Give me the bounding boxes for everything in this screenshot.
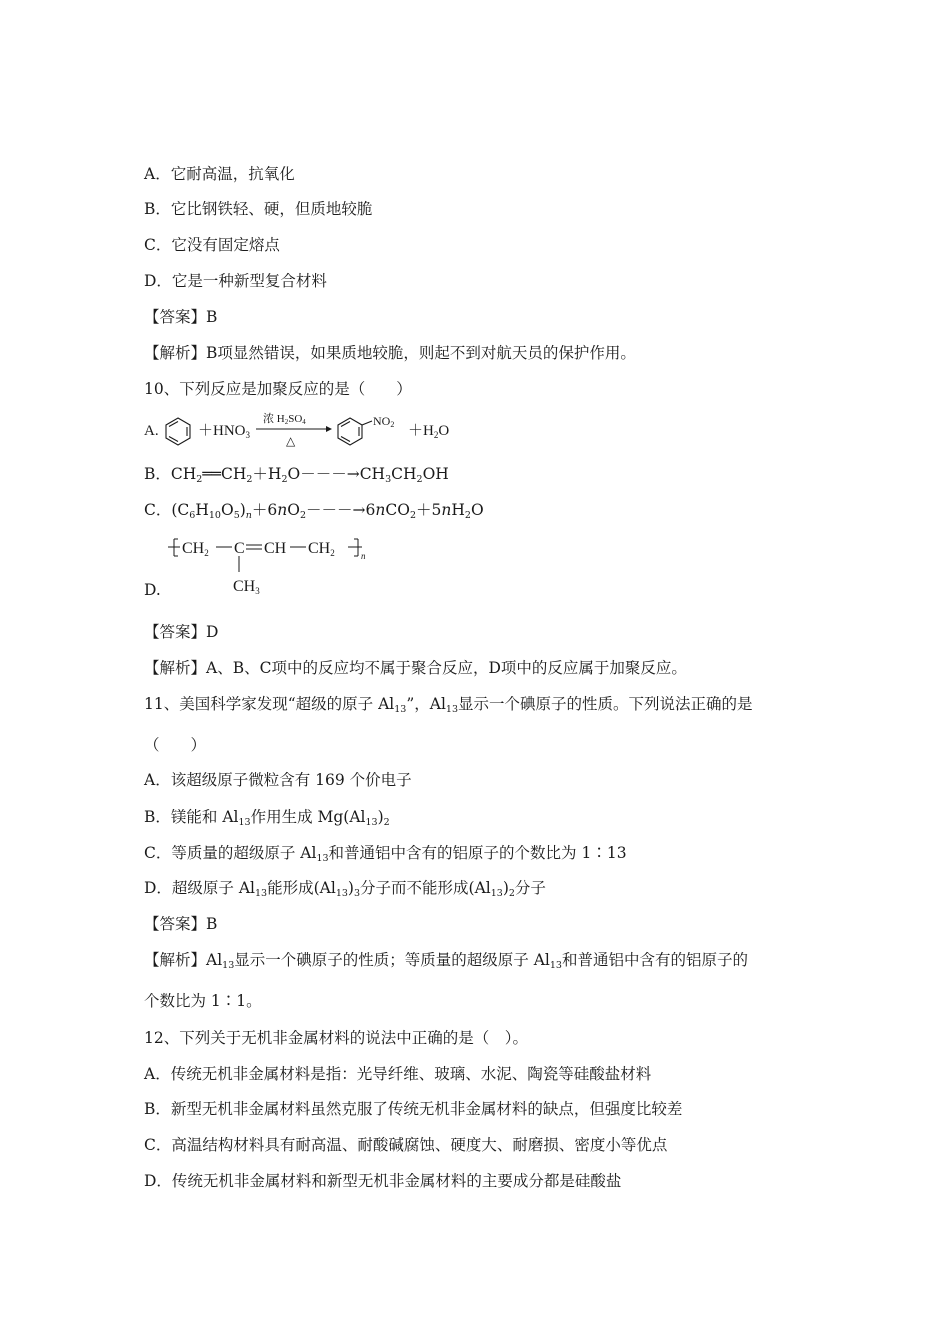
q12-option-d: D．传统无机非金属材料和新型无机非金属材料的主要成分都是硅酸盐 [144, 1172, 622, 1190]
repeat-unit-bracket-left [168, 539, 180, 556]
reaction-arrow [256, 411, 332, 448]
q11-analysis: 【解析】$Al_{13}$显示一个碘原子的性质；等质量的超级原子 $Al_{13}$和普通铝中含有的铝原子的 [144, 951, 748, 971]
q10-option-a-equation [140, 404, 470, 454]
svg-text:浓 H2SO4: 浓 H2SO4 [263, 413, 306, 426]
q10-analysis: 【解析】A、B、C项中的反应均不属于聚合反应，D项中的反应属于加聚反应。 [144, 659, 687, 677]
q10-option-b: B．$CH_2══CH_2+H_2O---\to CH_3CH_2OH$ [144, 465, 449, 485]
q12-stem: 12、下列关于无机非金属材料的说法中正确的是（ ）。 [144, 1029, 528, 1047]
q10-stem: 10、下列反应是加聚反应的是（ ） [144, 380, 412, 398]
q9-option-a: A．它耐高温，抗氧化 [144, 165, 295, 183]
q10-option-d-structure [140, 530, 400, 605]
svg-text:＋H2O: $+H_2O$ [408, 423, 450, 440]
svg-text:＋HNO3: $+HNO_3$ [198, 423, 251, 440]
svg-text:CH: CH [264, 540, 287, 557]
svg-text:CH3: CH3 [233, 578, 260, 596]
q11-stem: 11、美国科学家发现“超级的原子 $Al_{13}$”，$Al_{13}$显示一个碘原子的性质。下列说法正确的是 [144, 695, 753, 715]
q9-option-d: D．它是一种新型复合材料 [144, 272, 327, 290]
q11-option-a: A．该超级原子微粒含有 169 个价电子 [144, 771, 412, 789]
benzene-ring-product [338, 418, 372, 445]
svg-text:CH2: CH2 [308, 540, 335, 558]
svg-text:CH2: CH2 [182, 540, 209, 558]
q11-answer: 【答案】B [144, 915, 218, 933]
q9-analysis: 【解析】B项显然错误，如果质地较脆，则起不到对航天员的保护作用。 [144, 344, 636, 362]
q11-stem-continued: （ ） [144, 736, 207, 754]
repeat-unit-bracket-right [348, 539, 362, 556]
q12-option-c: C．高温结构材料具有耐高温、耐酸碱腐蚀、硬度大、耐磨损、密度小等优点 [144, 1136, 668, 1154]
svg-text:n: n [361, 551, 366, 561]
q11-analysis-continued: 个数比为 1∶1。 [144, 992, 262, 1010]
nitro-group: NO2 [373, 414, 395, 429]
q10-option-d-label: D. [144, 581, 161, 599]
q9-option-c: C．它没有固定熔点 [144, 236, 280, 254]
svg-text:C: C [234, 540, 245, 557]
q9-option-b: B．它比钢铁轻、硬，但质地较脆 [144, 200, 373, 218]
q12-option-b: B．新型无机非金属材料虽然克服了传统无机非金属材料的缺点，但强度比较差 [144, 1100, 683, 1118]
q11-option-d: D．超级原子 $Al_{13}$能形成$(Al_{13})_3$分子而不能形成$(Al_{13})_2$分子 [144, 879, 546, 899]
q10-option-c: C．$(C_6H_{10}O_5)_n+6nO_2---\to 6nCO_2+5nH_2O$ [144, 501, 484, 521]
benzene-ring-reactant [166, 418, 190, 445]
q11-option-b: B．镁能和 $Al_{13}$作用生成 $Mg(Al_{13})_2$ [144, 808, 390, 828]
q10-answer: 【答案】D [144, 623, 219, 641]
q12-option-a: A．传统无机非金属材料是指：光导纤维、玻璃、水泥、陶瓷等硅酸盐材料 [144, 1065, 652, 1083]
q11-option-c: C．等质量的超级原子 $Al_{13}$和普通铝中含有的铝原子的个数比为 1∶13 [144, 844, 627, 864]
q9-answer: 【答案】B [144, 308, 218, 326]
q10-option-a-label: A. [144, 423, 159, 439]
svg-text:△: △ [286, 434, 296, 448]
